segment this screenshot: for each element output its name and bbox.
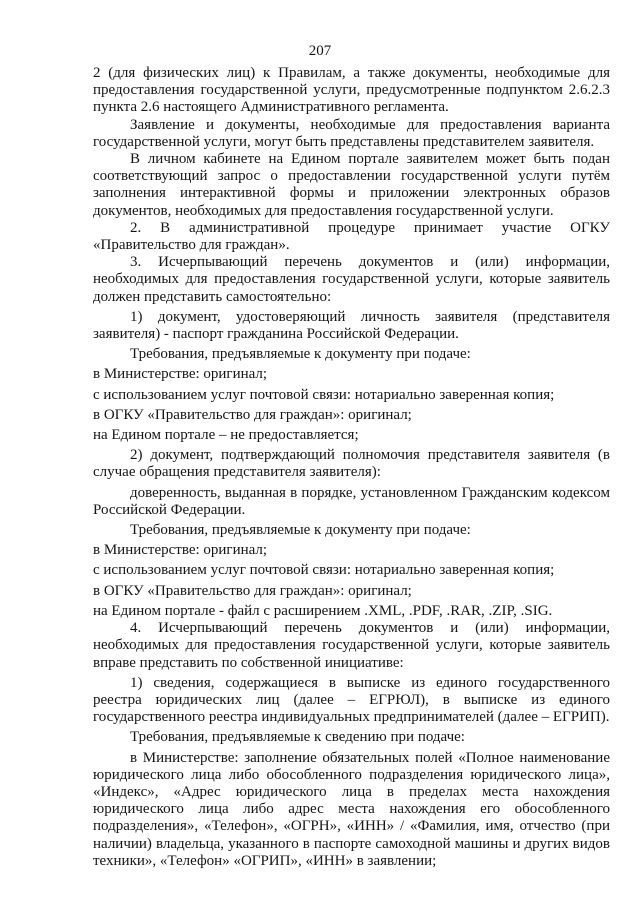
document-body (93, 65, 610, 870)
paragraph: 1) документ, удостоверяющий личность заявителя (представителя заявителя) - паспорт гражданина Российской Федерации. (93, 308, 610, 343)
paragraph: Требования, предъявляемые к сведению при подаче: (130, 729, 465, 746)
paragraph: в Министерстве: заполнение обязательных полей «Полное наименование юридического лица либо обособленного подразделения юридического лица», «Индекс», «Адрес юридического лица в пределах места нахождения юридического лица либо адрес места нахождения его обособленного подразделения», «Телефон», «ОГРН», «ИНН» / «Фамилия, имя, отчество (при наличии) владельца, указанного в паспорте самоходной машины и других видов техники», «Телефон» «ОГРИП», «ИНН» в заявлении; (93, 749, 610, 869)
paragraph: 2 (для физических лиц) к Правилам, а также документы, необходимые для предоставления государственной услуги, предусмотренные подпунктом 2.6.2.3 пункта 2.6 настоящего Административного регламента. (93, 65, 610, 116)
paragraph: на Едином портале - файл с расширением .XML, .PDF, .RAR, .ZIP, .SIG. (93, 602, 553, 619)
paragraph: Заявление и документы, необходимые для предоставления варианта государственной услуги, могут быть представлены представителем заявителя. (93, 116, 610, 150)
paragraph: Требования, предъявляемые к документу при подаче: (130, 522, 471, 539)
paragraph: 4. Исчерпывающий перечень документов и (или) информации, необходимых для предоставления государственной услуги, которые заявитель вправе представить по собственной инициативе: (93, 620, 610, 671)
paragraph: с использованием услуг почтовой связи: нотариально заверенная копия; (93, 386, 555, 403)
paragraph: на Едином портале – не предоставляется; (93, 427, 359, 444)
paragraph: в ОГКУ «Правительство для граждан»: оригинал; (93, 406, 412, 423)
paragraph: в ОГКУ «Правительство для граждан»: оригинал; (93, 582, 412, 599)
paragraph: в Министерстве: оригинал; (93, 542, 268, 559)
paragraph: 3. Исчерпывающий перечень документов и (или) информации, необходимых для предоставления государственной услуги, которые заявитель должен представить самостоятельно: (93, 254, 610, 305)
paragraph: 2) документ, подтверждающий полномочия представителя заявителя (в случае обращения представителя заявителя): (93, 447, 610, 481)
paragraph: 1) сведения, содержащиеся в выписке из единого государственного реестра юридических лиц (далее – ЕГРЮЛ), в выписке из единого государственного реестра индивидуальных предпринимателей (далее – ЕГРИП). (93, 674, 610, 726)
paragraph: доверенность, выданная в порядке, установленном Гражданским кодексом Российской Федерации. (93, 484, 610, 518)
paragraph: В личном кабинете на Едином портале заявителем может быть подан соответствующий запрос о предоставлении государственной услуги путём заполнения интерактивной формы и приложении электронных образов документов, необходимых для предоставления государственной услуги. (93, 151, 610, 219)
paragraph: Требования, предъявляемые к документу при подаче: (130, 346, 471, 363)
paragraph: с использованием услуг почтовой связи: нотариально заверенная копия; (93, 562, 555, 579)
paragraph: в Министерстве: оригинал; (93, 366, 268, 383)
page-number: 207 (308, 43, 332, 59)
paragraph: 2. В административной процедуре принимает участие ОГКУ «Правительство для граждан». (93, 219, 610, 254)
